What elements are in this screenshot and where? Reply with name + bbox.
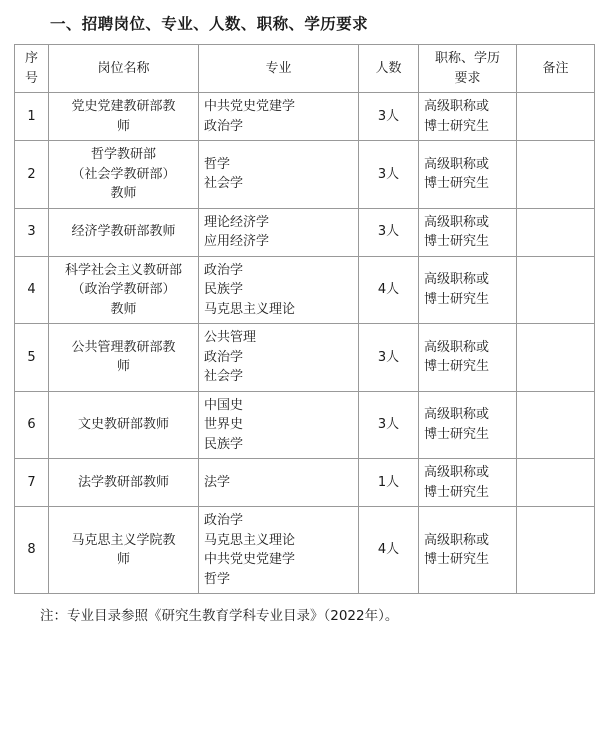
cell-title-edu-line: 博士研究生: [424, 359, 490, 375]
cell-major-line: 民族学: [204, 436, 244, 452]
cell-count: 1人: [359, 459, 419, 507]
cell-count: 3人: [359, 391, 419, 459]
cell-title-edu: [419, 208, 517, 256]
table-row: [15, 141, 595, 209]
cell-title-edu-line: 博士研究生: [424, 291, 490, 307]
cell-remark: [517, 256, 595, 324]
table-row: [15, 256, 595, 324]
cell-major-line: 应用经济学: [204, 234, 270, 249]
cell-post: [49, 93, 199, 141]
cell-no: 6: [15, 391, 49, 459]
table-row: [15, 507, 595, 594]
table-note: 注：专业目录参照《研究生教育学科专业目录》（2022年）。: [40, 608, 399, 624]
page-title: 一、招聘岗位、专业、人数、职称、学历要求: [50, 15, 369, 33]
cell-title-edu: [419, 324, 517, 392]
column-header-no-text: 序号: [24, 51, 38, 86]
cell-post-line: 公共管理教研部教: [71, 339, 176, 355]
cell-remark: [517, 324, 595, 392]
cell-title-edu-line: 高级职称或: [424, 532, 490, 548]
table-header-row: [15, 45, 595, 93]
cell-major-line: 政治学: [204, 349, 244, 365]
cell-major-line: 社会学: [204, 369, 244, 384]
cell-no: 8: [15, 507, 49, 594]
cell-no: 3: [15, 208, 49, 256]
cell-count: 3人: [359, 141, 419, 209]
cell-no: 7: [15, 459, 49, 507]
cell-title-edu-line: 高级职称或: [424, 407, 490, 423]
cell-major: [199, 459, 359, 507]
column-header-title-edu: [419, 45, 517, 93]
cell-major-line: 中共党史党建学: [204, 552, 296, 567]
cell-title-edu-line: 博士研究生: [424, 234, 490, 249]
cell-remark: [517, 391, 595, 459]
column-header-title-edu-line2: 要求: [454, 70, 481, 86]
cell-post-line: 师: [116, 552, 130, 567]
cell-count: 4人: [359, 256, 419, 324]
cell-title-edu-line: 高级职称或: [424, 99, 490, 114]
table-row: [15, 324, 595, 392]
table-row: [15, 459, 595, 507]
cell-no: 1: [15, 93, 49, 141]
cell-count: 4人: [359, 507, 419, 594]
cell-major-line: 马克思主义理论: [204, 301, 296, 317]
column-header-remark: 备注: [517, 45, 595, 93]
cell-major: [199, 507, 359, 594]
cell-major: [199, 93, 359, 141]
table-row: [15, 391, 595, 459]
cell-post: [49, 256, 199, 324]
cell-major-line: 法学: [204, 474, 231, 490]
cell-remark: [517, 141, 595, 209]
cell-major-line: 世界史: [204, 417, 244, 432]
cell-post-line: 教师: [110, 186, 137, 201]
cell-no: 4: [15, 256, 49, 324]
column-header-title-edu-line1: 职称、学历: [434, 51, 500, 66]
cell-post-line: 经济学教研部教师: [71, 224, 176, 240]
cell-major-line: 理论经济学: [204, 214, 270, 230]
table-body: [15, 93, 595, 594]
cell-remark: [517, 507, 595, 594]
cell-post-line: 哲学教研部: [90, 147, 156, 162]
cell-major-line: 哲学: [204, 571, 231, 587]
cell-remark: [517, 93, 595, 141]
cell-major-line: 哲学: [204, 156, 231, 172]
cell-title-edu: [419, 507, 517, 594]
cell-post-line: （社会学教研部）: [71, 166, 176, 182]
column-header-major: 专业: [199, 45, 359, 93]
recruitment-table: [14, 44, 595, 594]
cell-major: [199, 391, 359, 459]
cell-count: 3人: [359, 324, 419, 392]
table-row: [15, 93, 595, 141]
cell-post: [49, 324, 199, 392]
cell-title-edu-line: 博士研究生: [424, 484, 490, 500]
cell-major: [199, 141, 359, 209]
cell-major: [199, 324, 359, 392]
column-header-post: 岗位名称: [49, 45, 199, 93]
cell-title-edu-line: 高级职称或: [424, 214, 490, 230]
cell-major-line: 政治学: [204, 513, 244, 528]
cell-count: 3人: [359, 208, 419, 256]
cell-title-edu: [419, 93, 517, 141]
cell-post: [49, 208, 199, 256]
cell-post: [49, 507, 199, 594]
column-header-no: [15, 45, 49, 93]
cell-title-edu-line: 博士研究生: [424, 552, 490, 567]
cell-major-line: 政治学: [204, 118, 244, 134]
cell-major-line: 中共党史党建学: [204, 99, 296, 114]
cell-post-line: （政治学教研部）: [71, 282, 176, 297]
cell-post-line: 教师: [110, 301, 137, 317]
cell-title-edu-line: 高级职称或: [424, 272, 490, 288]
cell-post: [49, 141, 199, 209]
cell-post-line: 文史教研部教师: [77, 417, 169, 432]
cell-count: 3人: [359, 93, 419, 141]
cell-title-edu: [419, 391, 517, 459]
cell-post-line: 师: [116, 359, 130, 375]
cell-title-edu: [419, 141, 517, 209]
cell-title-edu-line: 高级职称或: [424, 465, 490, 480]
cell-major-line: 马克思主义理论: [204, 532, 296, 548]
cell-major: [199, 208, 359, 256]
cell-post-line: 师: [116, 118, 130, 134]
table-row: [15, 208, 595, 256]
cell-title-edu: [419, 459, 517, 507]
cell-post-line: 法学教研部教师: [77, 474, 169, 490]
cell-post: [49, 391, 199, 459]
cell-post-line: 党史党建教研部教: [71, 99, 176, 114]
cell-remark: [517, 459, 595, 507]
cell-title-edu-line: 博士研究生: [424, 176, 490, 192]
cell-title-edu-line: 高级职称或: [424, 156, 490, 172]
column-header-count: 人数: [359, 45, 419, 93]
cell-major-line: 中国史: [204, 397, 244, 413]
cell-major-line: 民族学: [204, 282, 244, 297]
cell-title-edu-line: 博士研究生: [424, 118, 490, 134]
cell-no: 2: [15, 141, 49, 209]
cell-post-line: 科学社会主义教研部: [64, 262, 182, 278]
cell-major-line: 社会学: [204, 176, 244, 192]
cell-major: [199, 256, 359, 324]
cell-post: [49, 459, 199, 507]
cell-title-edu-line: 高级职称或: [424, 339, 490, 355]
table-header: [15, 45, 595, 93]
cell-no: 5: [15, 324, 49, 392]
cell-remark: [517, 208, 595, 256]
cell-title-edu-line: 博士研究生: [424, 426, 490, 442]
cell-major-line: 公共管理: [204, 330, 257, 345]
cell-post-line: 马克思主义学院教: [71, 532, 176, 548]
cell-major-line: 政治学: [204, 262, 244, 278]
cell-title-edu: [419, 256, 517, 324]
